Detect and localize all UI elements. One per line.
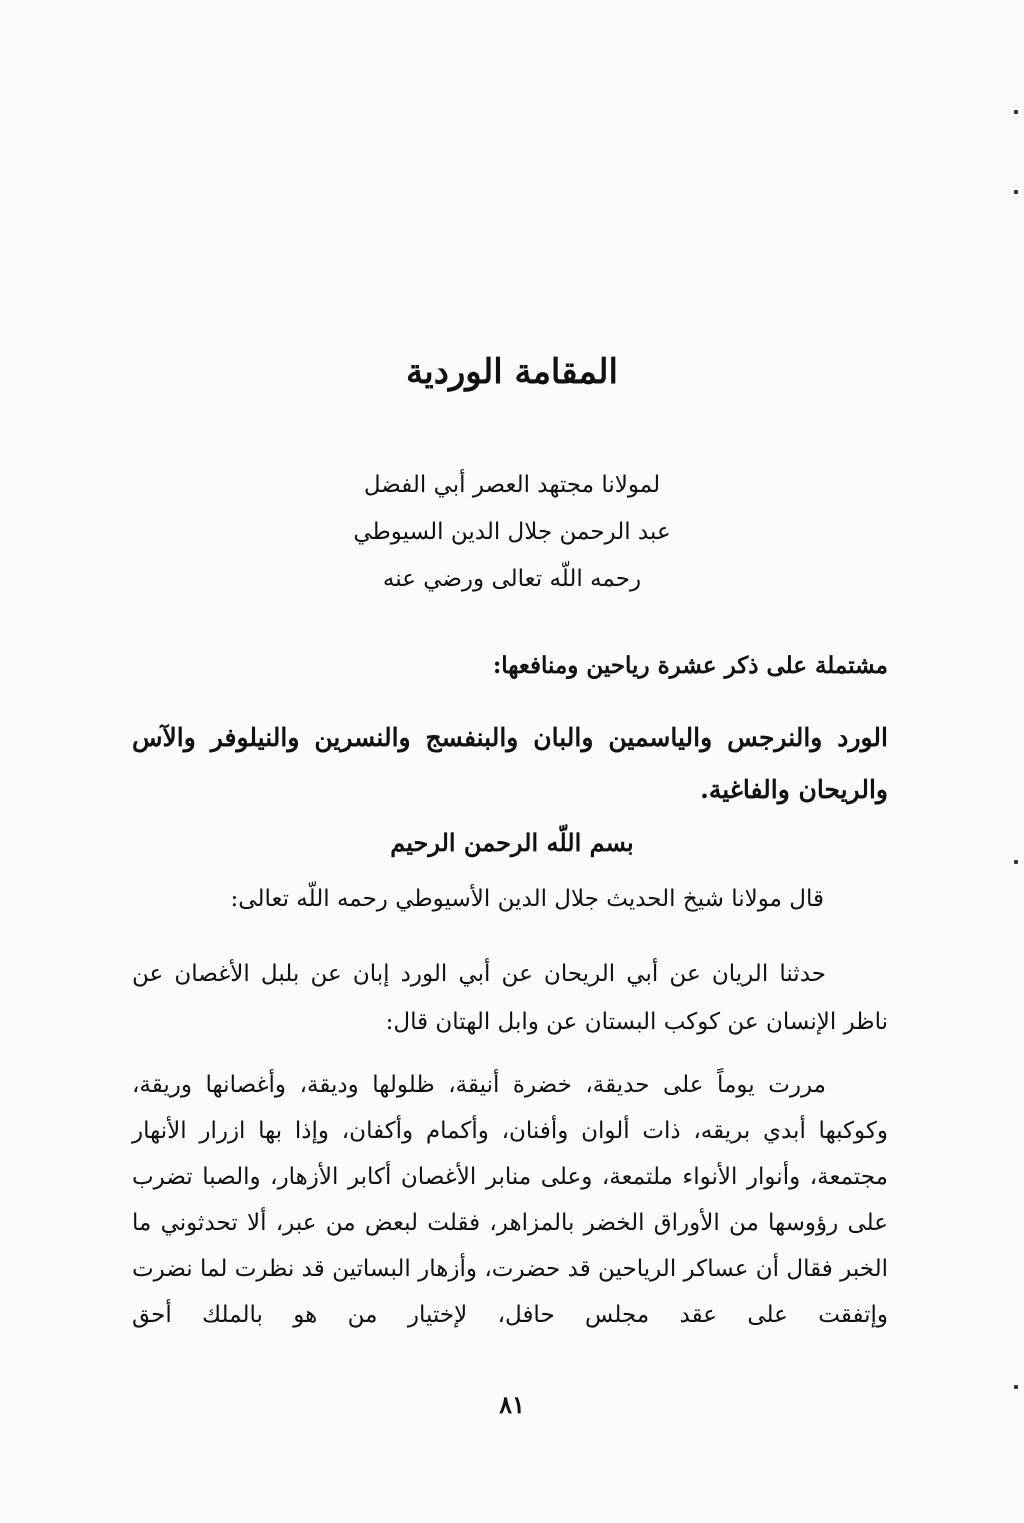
author-line-1: لمولانا مجتهد العصر أبي الفضل: [363, 472, 661, 498]
attribution-line: قال مولانا شيخ الحديث جلال الدين الأسيوطي رحمه اللّه تعالى:: [230, 886, 824, 912]
page-number: ٨١: [499, 1390, 525, 1419]
body-text: مررت يوماً على حديقة، خضرة أنيقة، ظلولها وديقة، وأغصانها وريقة، وكوكبها أبدي بريقه، ذات ألوان وأفنان، وأكمام وأكفان، وإذا بها ازرار الأنهار مجتمعة، وأنوار الأنواء ملتمعة، وعلى منابر الأغصان أكابر الأزهار، والصبا تضرب على رؤوسها من الأوراق الخضر بالمزاهر، فقلت لبعض من عبر، ألا تحدثوني ما الخبر فقال أن عساكر الرياحين قد حضرت، وأزهار البساتين قد نظرت لما نضرت وإتفقت على عقد مجلس حافل، لإختيار من هو بالملك أحق: [132, 1072, 888, 1328]
scan-edge-mark: [1014, 110, 1018, 114]
isnad-text: حدثنا الريان عن أبي الريحان عن أبي الورد إبان عن بلبل الأغصان عن ناظر الإنسان عن كوكب البستان عن وابل الهتان قال:: [132, 961, 888, 1035]
scan-edge-mark: [1014, 190, 1018, 194]
scan-edge-mark: [1014, 1385, 1018, 1389]
author-line-3: رحمه اللّه تعالى ورضي عنه: [382, 566, 642, 592]
isnad-paragraph: [132, 950, 888, 1046]
basmala: بسم اللّه الرحمن الرحيم: [390, 828, 634, 857]
contents-heading: مشتملة على ذكر عشرة رياحين ومنافعها:: [492, 652, 888, 679]
page-title: المقامة الوردية: [406, 352, 618, 392]
scan-edge-mark: [1014, 860, 1018, 864]
author-line-2: عبد الرحمن جلال الدين السيوطي: [353, 519, 671, 545]
body-paragraph: [132, 1062, 888, 1338]
author-block: [0, 462, 1024, 603]
plants-list: الورد والنرجس والياسمين والبان والبنفسج والنسرين والنيلوفر والآس والريحان والفاغية.: [132, 723, 888, 804]
